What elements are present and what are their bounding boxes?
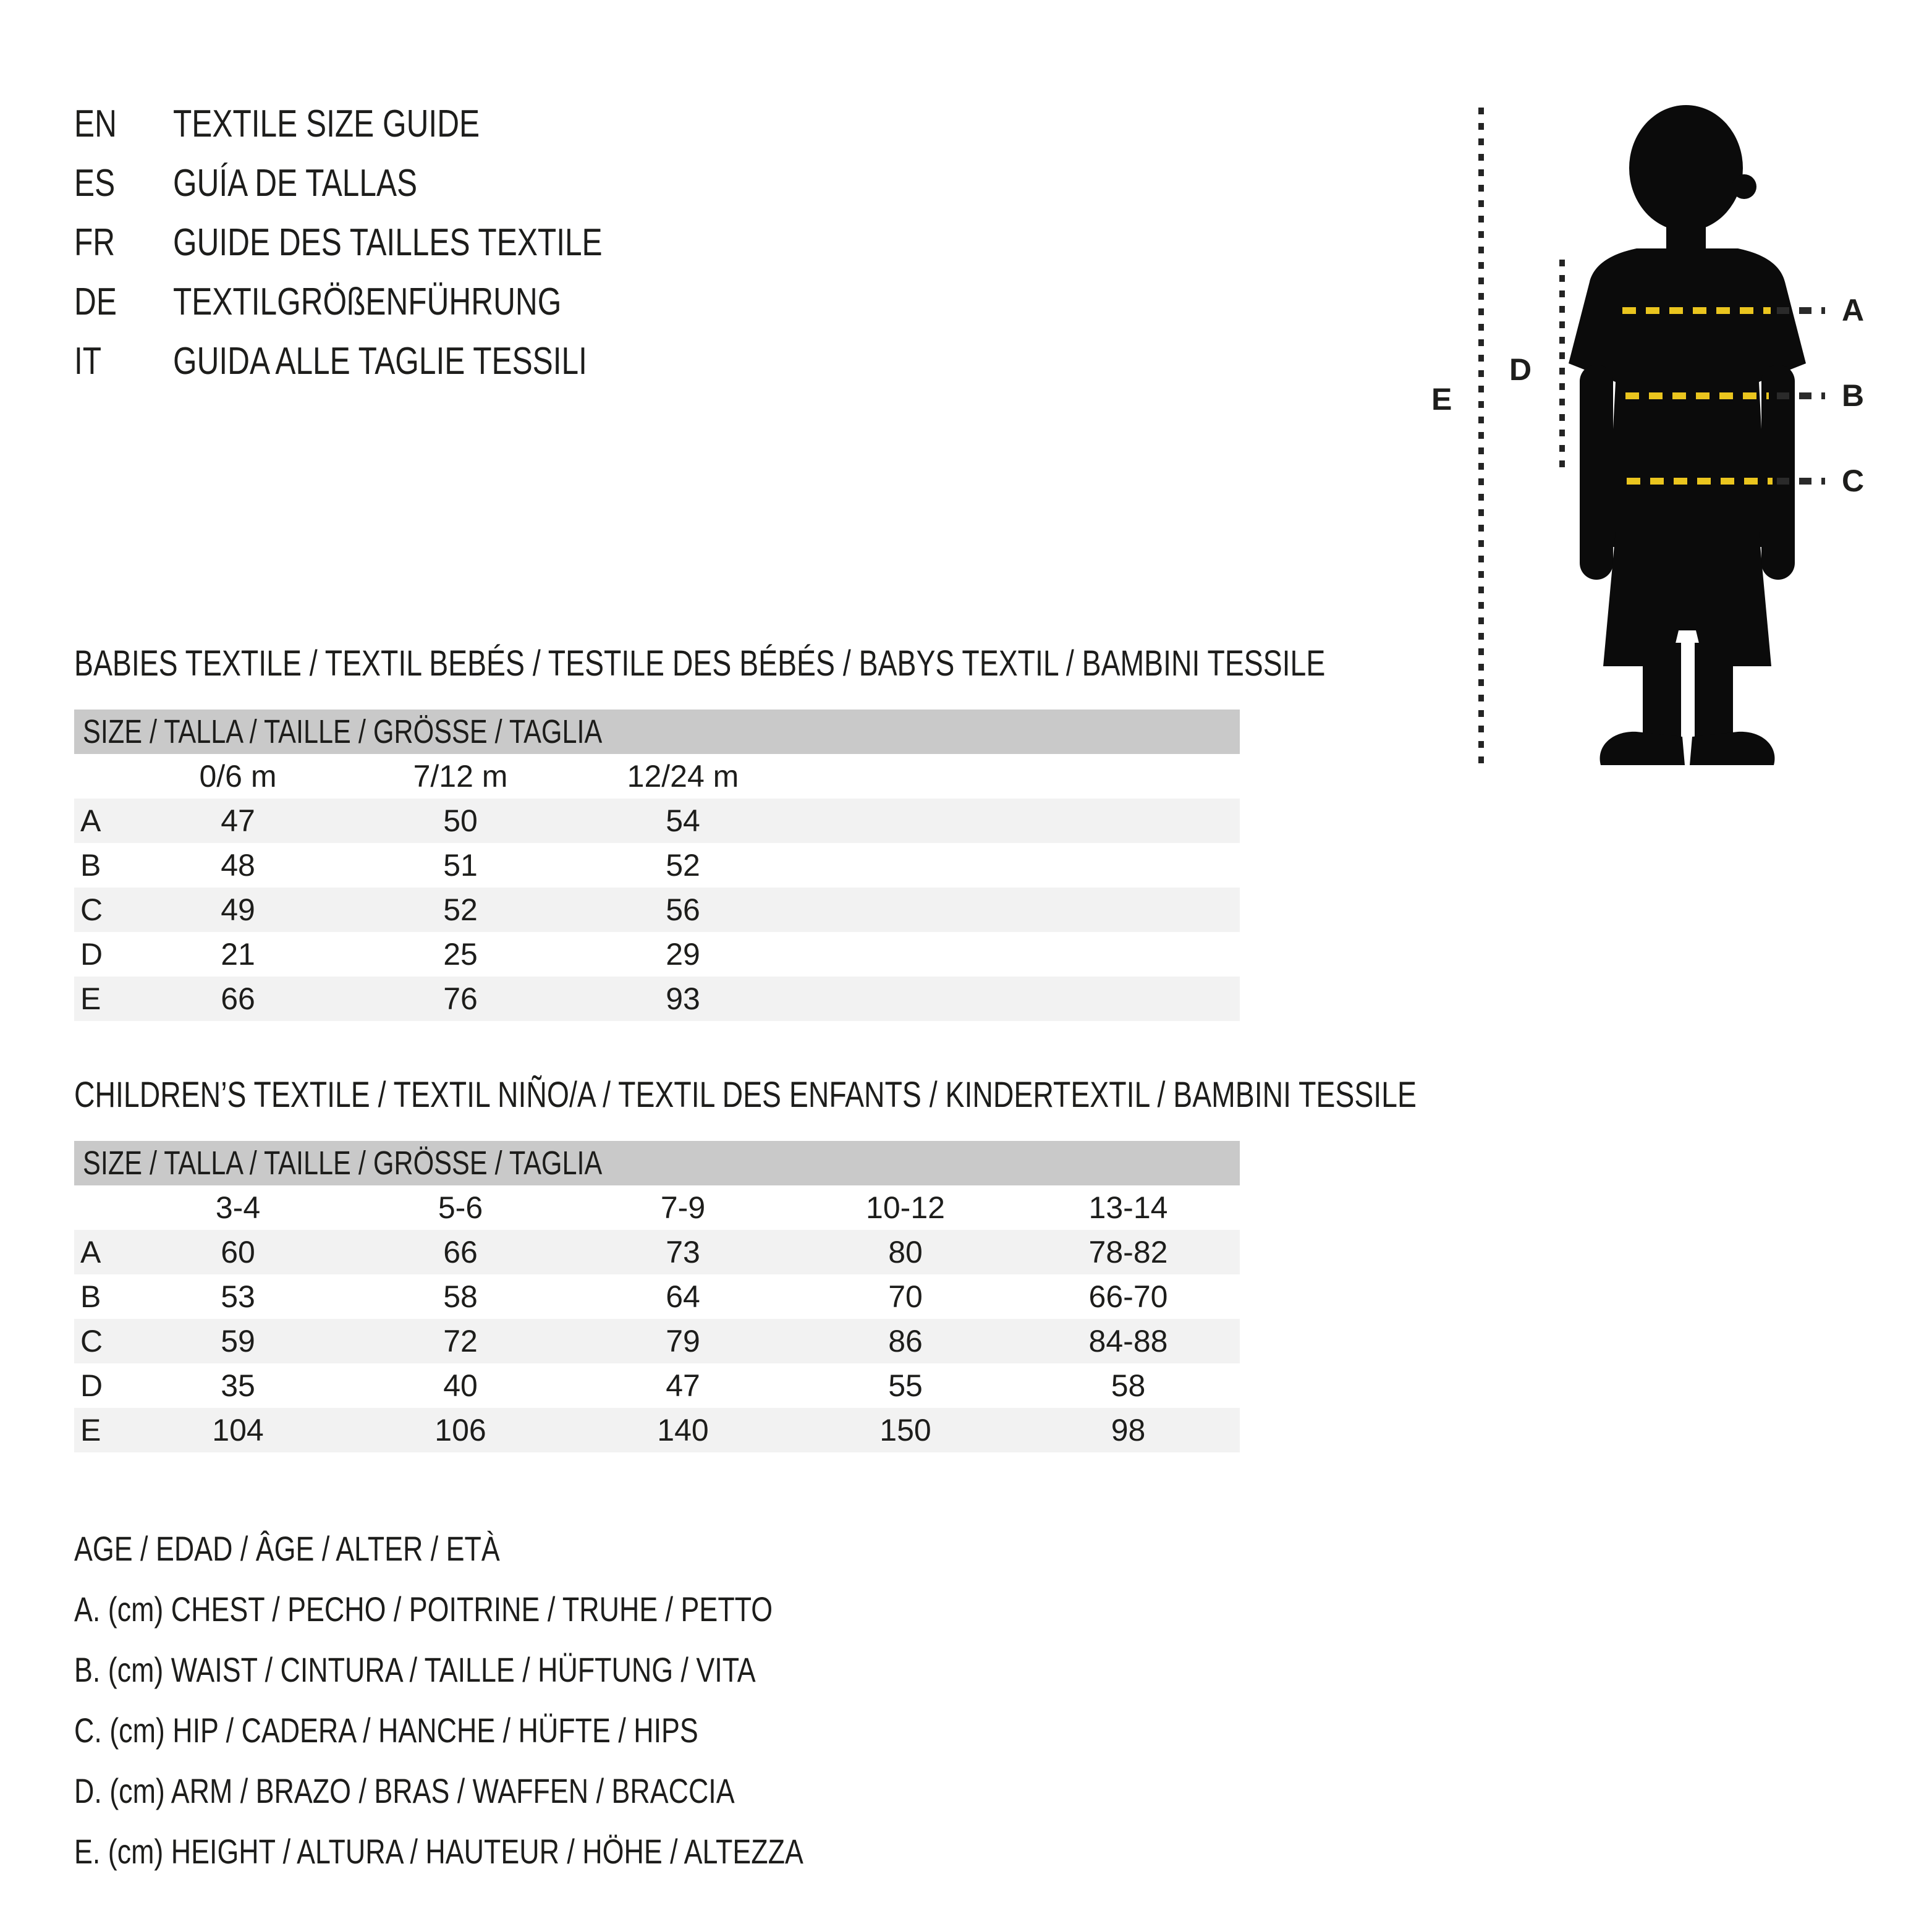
table-row [74, 932, 1240, 977]
babies-section-heading: BABIES TEXTILE / TEXTIL BEBÉS / TESTILE DES BÉBÉS / BABYS TEXTIL / BAMBINI TESSILE [74, 643, 1326, 684]
language-title: TEXTILE SIZE GUIDE [173, 102, 480, 145]
row-label: B [80, 848, 101, 883]
table-row [74, 1319, 1240, 1363]
table-cell: 79 [666, 1324, 700, 1358]
language-row [74, 94, 710, 153]
table-cell: 73 [666, 1235, 700, 1269]
table-cell: 104 [212, 1413, 264, 1447]
table-cell: 52 [443, 892, 478, 927]
language-code: IT [74, 339, 102, 383]
child-measurement-diagram [1409, 99, 1932, 797]
row-label: D [80, 937, 103, 972]
table-cell: 86 [888, 1324, 923, 1358]
language-row [74, 213, 710, 272]
row-label: C [80, 892, 103, 927]
table-cell: 47 [221, 803, 255, 838]
column-header: 7-9 [660, 1190, 706, 1225]
waist-measure-leader-B [1777, 392, 1825, 399]
chest-measure-line-A [1622, 307, 1771, 314]
row-label: A [80, 1235, 101, 1269]
table-cell: 54 [666, 803, 700, 838]
row-label: A [80, 803, 101, 838]
table-cell: 80 [888, 1235, 923, 1269]
row-label: C [80, 1324, 103, 1358]
column-header-row [74, 754, 1240, 799]
table-cell: 52 [666, 848, 700, 883]
table-cell: 40 [443, 1368, 478, 1403]
table-row [74, 843, 1240, 888]
waist-measure-line-B [1625, 392, 1769, 399]
table-row [74, 1274, 1240, 1319]
row-label: E [80, 981, 101, 1016]
language-row [74, 153, 710, 213]
legend-line-hip: C. (cm) HIP / CADERA / HANCHE / HÜFTE / HIPS [74, 1710, 698, 1750]
size-header-bar [74, 710, 1240, 754]
table-row [74, 1230, 1240, 1274]
table-cell: 64 [666, 1279, 700, 1314]
size-header-label: SIZE / TALLA / TAILLE / GRÖSSE / TAGLIA [83, 713, 603, 750]
table-row [74, 1408, 1240, 1452]
children-size-table [74, 1141, 1240, 1452]
table-cell: 60 [221, 1235, 255, 1269]
table-cell: 59 [221, 1324, 255, 1358]
table-cell: 29 [666, 937, 700, 972]
table-cell: 58 [1111, 1368, 1146, 1403]
measurement-legend [74, 1518, 986, 1881]
table-cell: 93 [666, 981, 700, 1016]
table-cell: 78-82 [1088, 1235, 1168, 1269]
legend-line-chest: A. (cm) CHEST / PECHO / POITRINE / TRUHE / PETTO [74, 1589, 773, 1629]
language-title: GUIDA ALLE TAGLIE TESSILI [173, 339, 587, 383]
column-header: 10-12 [866, 1190, 945, 1225]
table-row [74, 977, 1240, 1021]
row-label: D [80, 1368, 103, 1403]
column-header-row [74, 1185, 1240, 1230]
measure-label-d: D [1509, 352, 1532, 387]
table-cell: 72 [443, 1324, 478, 1358]
legend-line-age: AGE / EDAD / ÂGE / ALTER / ETÀ [74, 1528, 500, 1568]
row-label: B [80, 1279, 101, 1314]
language-code: DE [74, 280, 117, 323]
hip-measure-line-C [1627, 478, 1773, 485]
babies-size-table [74, 710, 1240, 1021]
measure-label-a: A [1842, 293, 1865, 328]
table-cell: 47 [666, 1368, 700, 1403]
size-header-bar [74, 1141, 1240, 1185]
children-section-heading: CHILDREN’S TEXTILE / TEXTIL NIÑO/A / TEXTIL DES ENFANTS / KINDERTEXTIL / BAMBINI TESSILE [74, 1075, 1417, 1115]
column-header: 5-6 [438, 1190, 483, 1225]
language-title: TEXTILGRÖßENFÜHRUNG [173, 280, 562, 323]
size-header-label: SIZE / TALLA / TAILLE / GRÖSSE / TAGLIA [83, 1145, 603, 1182]
language-row [74, 331, 710, 391]
column-header: 0/6 m [199, 759, 277, 794]
table-cell: 98 [1111, 1413, 1146, 1447]
table-cell: 51 [443, 848, 478, 883]
column-header: 7/12 m [413, 759, 508, 794]
table-cell: 150 [879, 1413, 931, 1447]
legend-line-waist: B. (cm) WAIST / CINTURA / TAILLE / HÜFTUNG / VITA [74, 1650, 756, 1689]
language-title: GUIDE DES TAILLES TEXTILE [173, 221, 603, 264]
measure-label-e: E [1431, 382, 1452, 417]
table-cell: 140 [657, 1413, 709, 1447]
table-cell: 55 [888, 1368, 923, 1403]
table-row [74, 1363, 1240, 1408]
table-cell: 49 [221, 892, 255, 927]
table-cell: 48 [221, 848, 255, 883]
table-row [74, 888, 1240, 932]
language-code: ES [74, 161, 116, 205]
table-cell: 21 [221, 937, 255, 972]
language-title: GUÍA DE TALLAS [173, 161, 418, 205]
table-cell: 76 [443, 981, 478, 1016]
language-row [74, 272, 710, 331]
table-cell: 106 [434, 1413, 486, 1447]
legend-line-arm: D. (cm) ARM / BRAZO / BRAS / WAFFEN / BRACCIA [74, 1771, 735, 1810]
language-title-list [74, 94, 710, 391]
table-row [74, 799, 1240, 843]
table-cell: 66 [221, 981, 255, 1016]
table-cell: 35 [221, 1368, 255, 1403]
column-header: 3-4 [215, 1190, 261, 1225]
table-cell: 70 [888, 1279, 923, 1314]
table-cell: 66-70 [1088, 1279, 1168, 1314]
language-code: EN [74, 102, 117, 145]
language-code: FR [74, 221, 116, 264]
table-cell: 56 [666, 892, 700, 927]
chest-measure-leader-A [1777, 307, 1825, 314]
table-cell: 53 [221, 1279, 255, 1314]
table-cell: 66 [443, 1235, 478, 1269]
row-label: E [80, 1413, 101, 1447]
table-cell: 50 [443, 803, 478, 838]
column-header: 12/24 m [627, 759, 739, 794]
measure-label-b: B [1842, 378, 1865, 413]
column-header: 13-14 [1088, 1190, 1168, 1225]
table-cell: 58 [443, 1279, 478, 1314]
table-cell: 84-88 [1088, 1324, 1168, 1358]
table-cell: 25 [443, 937, 478, 972]
hip-measure-leader-C [1777, 478, 1825, 485]
legend-line-height: E. (cm) HEIGHT / ALTURA / HAUTEUR / HÖHE / ALTEZZA [74, 1831, 803, 1871]
measure-label-c: C [1842, 464, 1865, 498]
